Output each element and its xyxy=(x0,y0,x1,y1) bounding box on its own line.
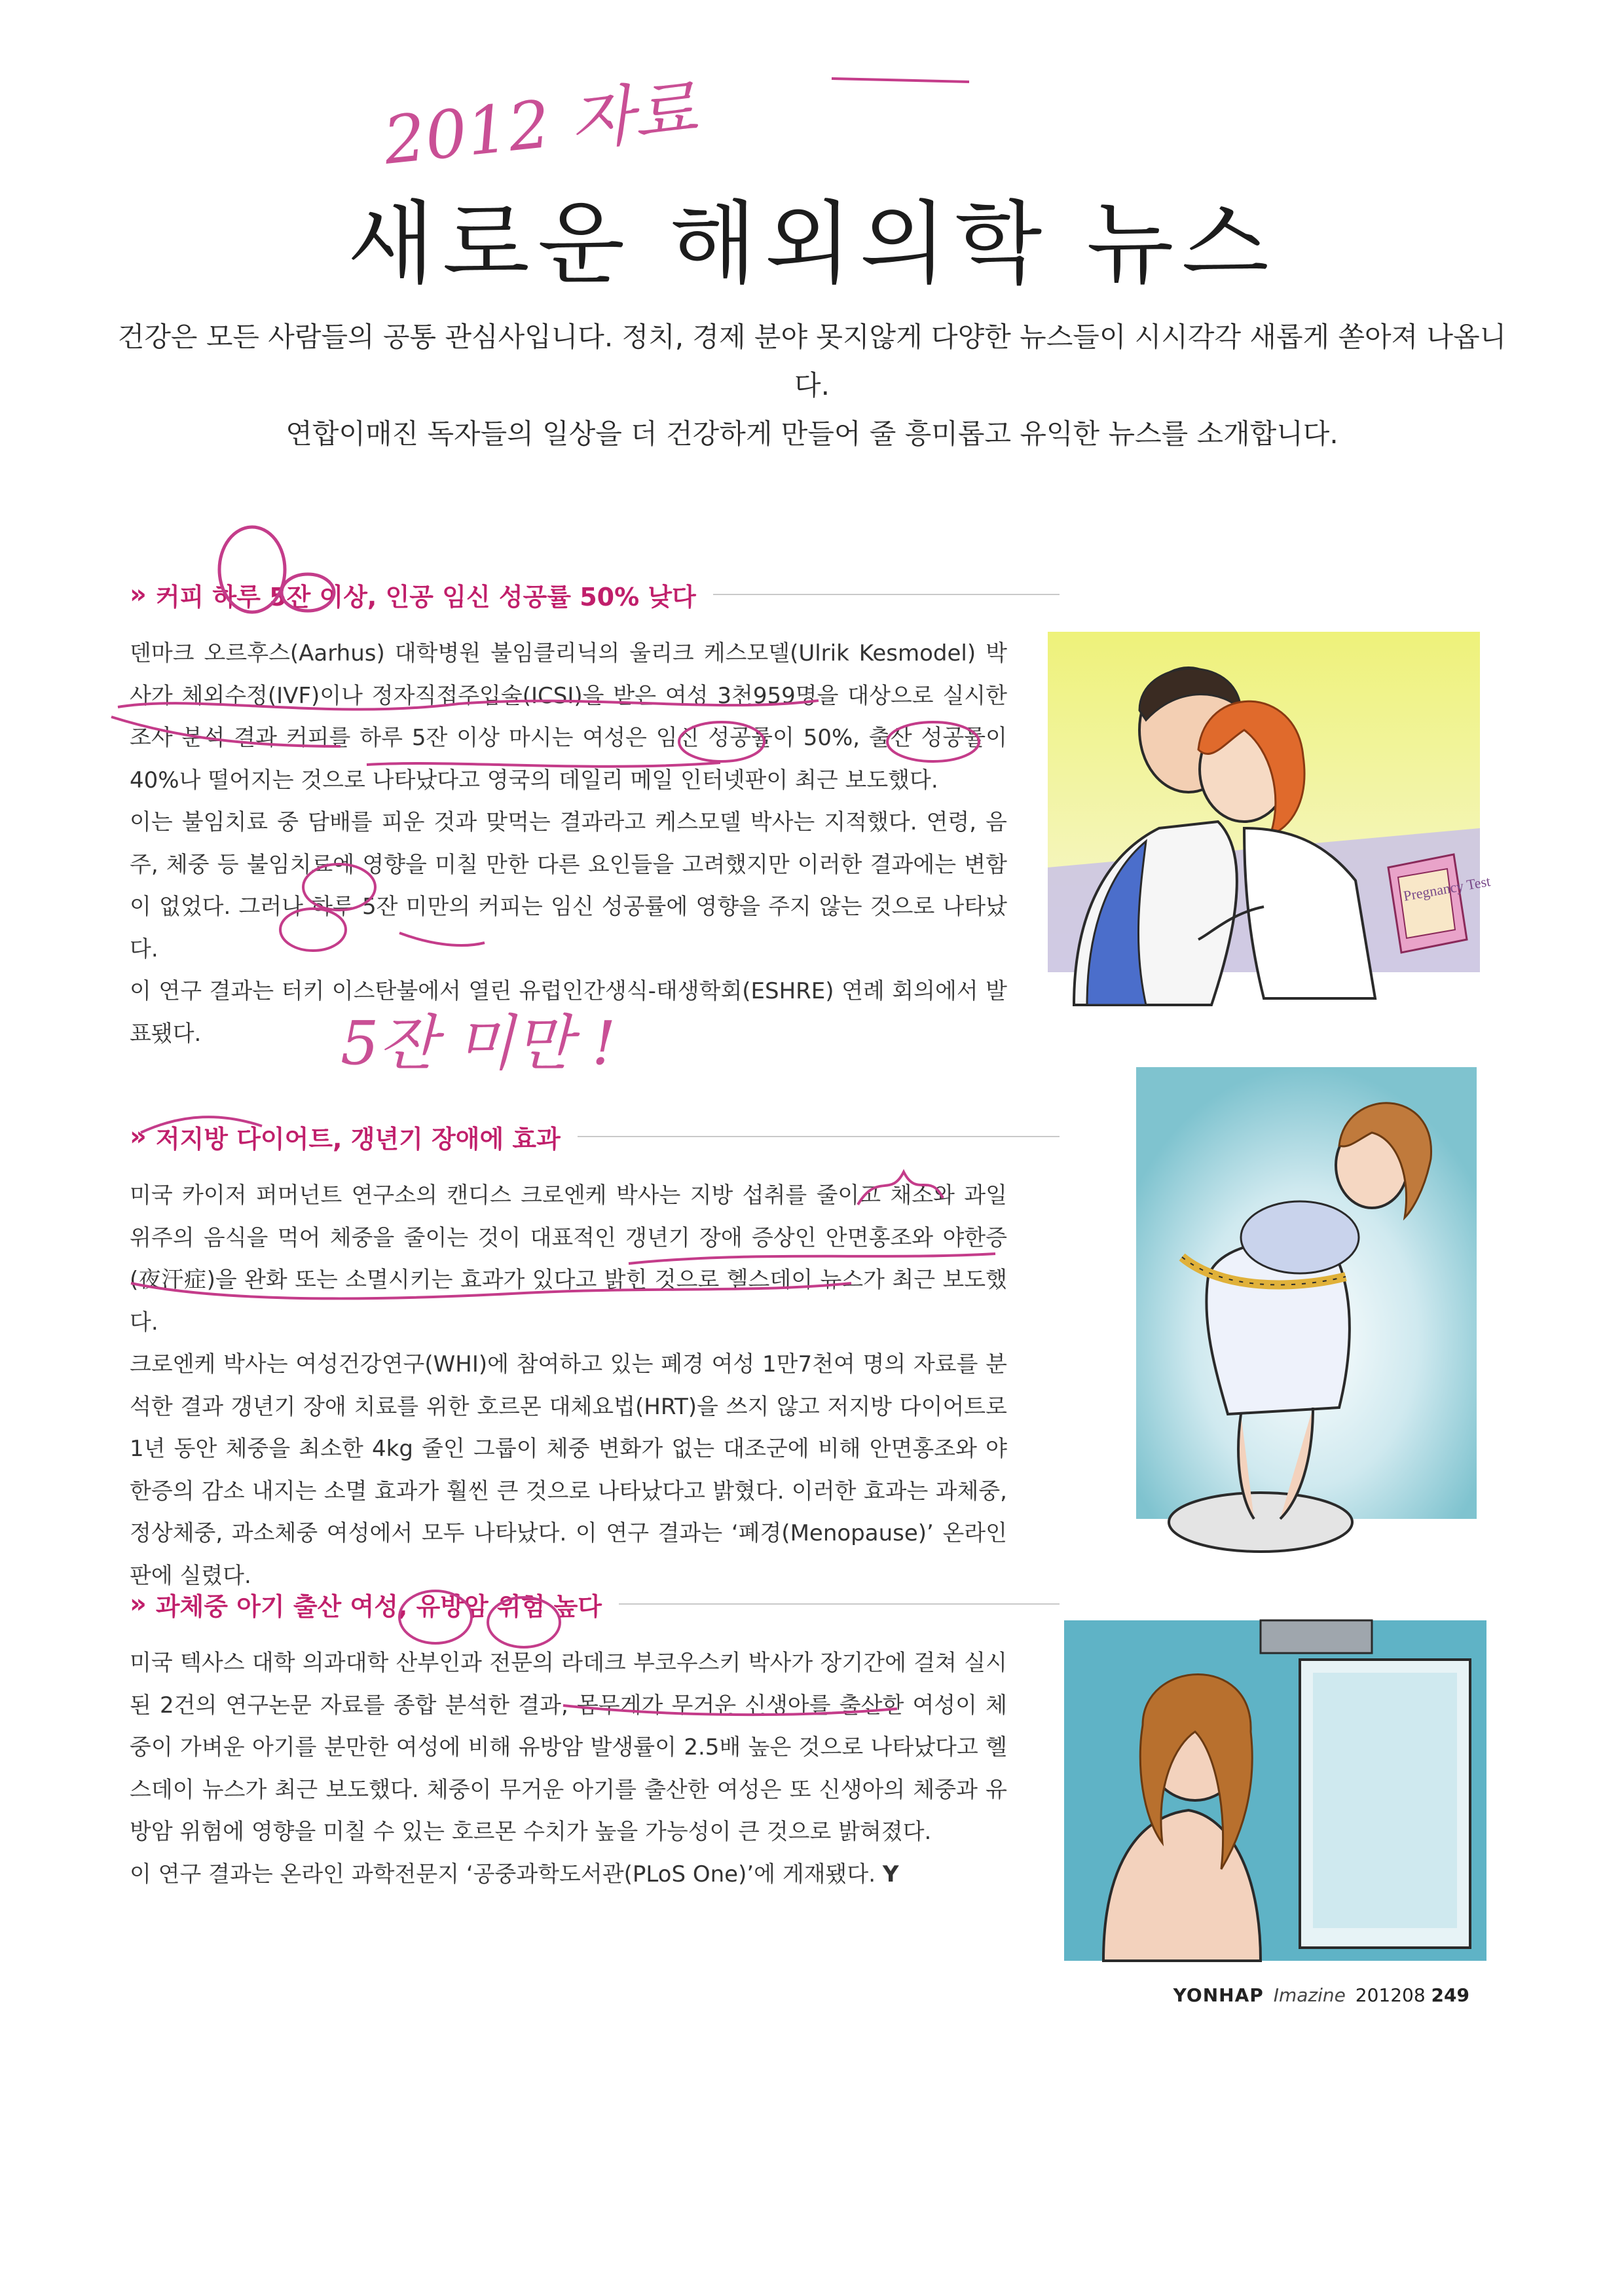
page-title: 새로운 해외의학 뉴스 xyxy=(347,191,1277,297)
article-2-heading xyxy=(130,1117,1060,1156)
article-2-paragraph: 크로엔케 박사는 여성건강연구(WHI)에 참여하고 있는 폐경 여성 1만7천여 명의 자료를 분석한 결과 갱년기 장애 치료를 위한 호르몬 대체요법(HRT)을 쓰지 않고 저지방 다이어트로 1년 동안 체중을 최소한 4kg 줄인 그룹이 체중 변화가 없는 대조군에 비해 안면홍조와 야한증의 감소 내지는 소멸 효과가 훨씬 큰 것으로 나타났다고 밝혔다. 이러한 효과는 과체중, 정상체중, 과소체중 여성에서 모두 나타났다. 이 연구 결과는 ‘폐경(Menopause)’ 온라인판에 실렸다. xyxy=(130,1351,1007,1589)
article-3-heading xyxy=(130,1584,1060,1624)
heading-rule xyxy=(713,594,1060,595)
diet-illustration xyxy=(1123,1041,1490,1558)
pregnancy-test-label: Pregnancy Test xyxy=(1402,873,1492,905)
article-1-heading xyxy=(130,575,1060,614)
handwritten-note-article-1: 5잔 미만 ! xyxy=(341,1008,616,1078)
article-3-body xyxy=(130,1642,1007,1895)
intro-text xyxy=(105,313,1519,458)
footer-page-number: 249 xyxy=(1431,1984,1469,2006)
mirror-illustration xyxy=(1064,1620,1486,1961)
article-1-paragraph: 이는 불임치료 중 담배를 피운 것과 맞먹는 결과라고 케스모델 박사는 지적했다. 연령, 음주, 체중 등 불임치료에 영향을 미칠 만한 다른 요인들을 고려했지만 이러한 결과에는 변함이 없었다. 그러나 하루 5잔 미만의 커피는 임신 성공률에 영향을 주지 않는 것으로 나타났다. xyxy=(130,809,1007,962)
article-2-body xyxy=(130,1175,1007,1597)
article-1-heading-text: 커피 하루 5잔 이상, 인공 임신 성공률 50% 낮다 xyxy=(155,582,696,611)
chevron-icon: » xyxy=(130,579,147,610)
intro-line-1: 건강은 모든 사람들의 공통 관심사입니다. 정치, 경제 분야 못지않게 다양한 뉴스들이 시시각각 새롭게 쏟아져 나옵니다. xyxy=(117,321,1507,401)
intro-line-2: 연합이매진 독자들의 일상을 더 건강하게 만들어 줄 흥미롭고 유익한 뉴스를 소개합니다. xyxy=(286,418,1338,450)
footer-magazine: Imazine xyxy=(1273,1984,1346,2006)
article-1-paragraph: 이 연구 결과는 터키 이스탄불에서 열린 유럽인간생식-태생학회(ESHRE) 연례 회의에서 발표됐다. xyxy=(130,978,1007,1047)
chevron-icon: » xyxy=(130,1121,147,1152)
heading-rule xyxy=(619,1603,1060,1605)
article-3-paragraph xyxy=(130,1853,1007,1896)
footer-brand: YONHAP xyxy=(1173,1984,1264,2006)
handwritten-date-note: 2012 자료 xyxy=(380,70,701,179)
article-3-paragraph: 미국 텍사스 대학 의과대학 산부인과 전문의 라데크 부코우스키 박사가 장기간에 걸쳐 실시된 2건의 연구논문 자료를 종합 분석한 결과, 몸무게가 무거운 신생아를 출산한 여성이 체중이 가벼운 아기를 분만한 여성에 비해 유방암 발생률이 2.5배 높은 것으로 나타났다고 헬스데이 뉴스가 최근 보도했다. 체중이 무거운 아기를 출산한 여성은 또 신생아의 체중과 유방암 위험에 영향을 미칠 수 있는 호르몬 수치가 높을 가능성이 큰 것으로 밝혀졌다. xyxy=(130,1650,1007,1845)
article-2-paragraph: 미국 카이저 퍼머넌트 연구소의 캔디스 크로엔케 박사는 지방 섭취를 줄이고 채소와 과일 위주의 음식을 먹어 체중을 줄이는 것이 대표적인 갱년기 장애 증상인 안면홍조와 야한증(夜汗症)을 완화 또는 소멸시키는 효과가 있다고 밝힌 것으로 헬스데이 뉴스가 최근 보도했다. xyxy=(130,1182,1007,1336)
article-1-paragraph: 덴마크 오르후스(Aarhus) 대학병원 불임클리닉의 울리크 케스모델(Ulrik Kesmodel) 박사가 체외수정(IVF)이나 정자직접주입술(ICSI)을 받은 여성 3천959명을 대상으로 실시한 조사 분석 결과 커피를 하루 5잔 이상 마시는 여성은 임신 성공률이 50%, 출산 성공률이 40%나 떨어지는 것으로 나타났다고 영국의 데일리 메일 인터넷판이 최근 보도했다. xyxy=(130,640,1007,793)
page-footer xyxy=(1173,1984,1469,2006)
couple-illustration xyxy=(1048,632,1492,1005)
chevron-icon: » xyxy=(130,1589,147,1619)
end-mark: Y xyxy=(882,1861,899,1887)
article-3-last-paragraph: 이 연구 결과는 온라인 과학전문지 ‘공중과학도서관(PLoS One)’에 게재됐다. xyxy=(130,1861,876,1887)
heading-rule xyxy=(578,1136,1060,1137)
article-1-body xyxy=(130,632,1007,1055)
article-3-heading-text: 과체중 아기 출산 여성, 유방암 위험 높다 xyxy=(155,1592,602,1621)
footer-issue: 201208 xyxy=(1355,1984,1426,2006)
article-2-heading-text: 저지방 다이어트, 갱년기 장애에 효과 xyxy=(155,1124,561,1154)
